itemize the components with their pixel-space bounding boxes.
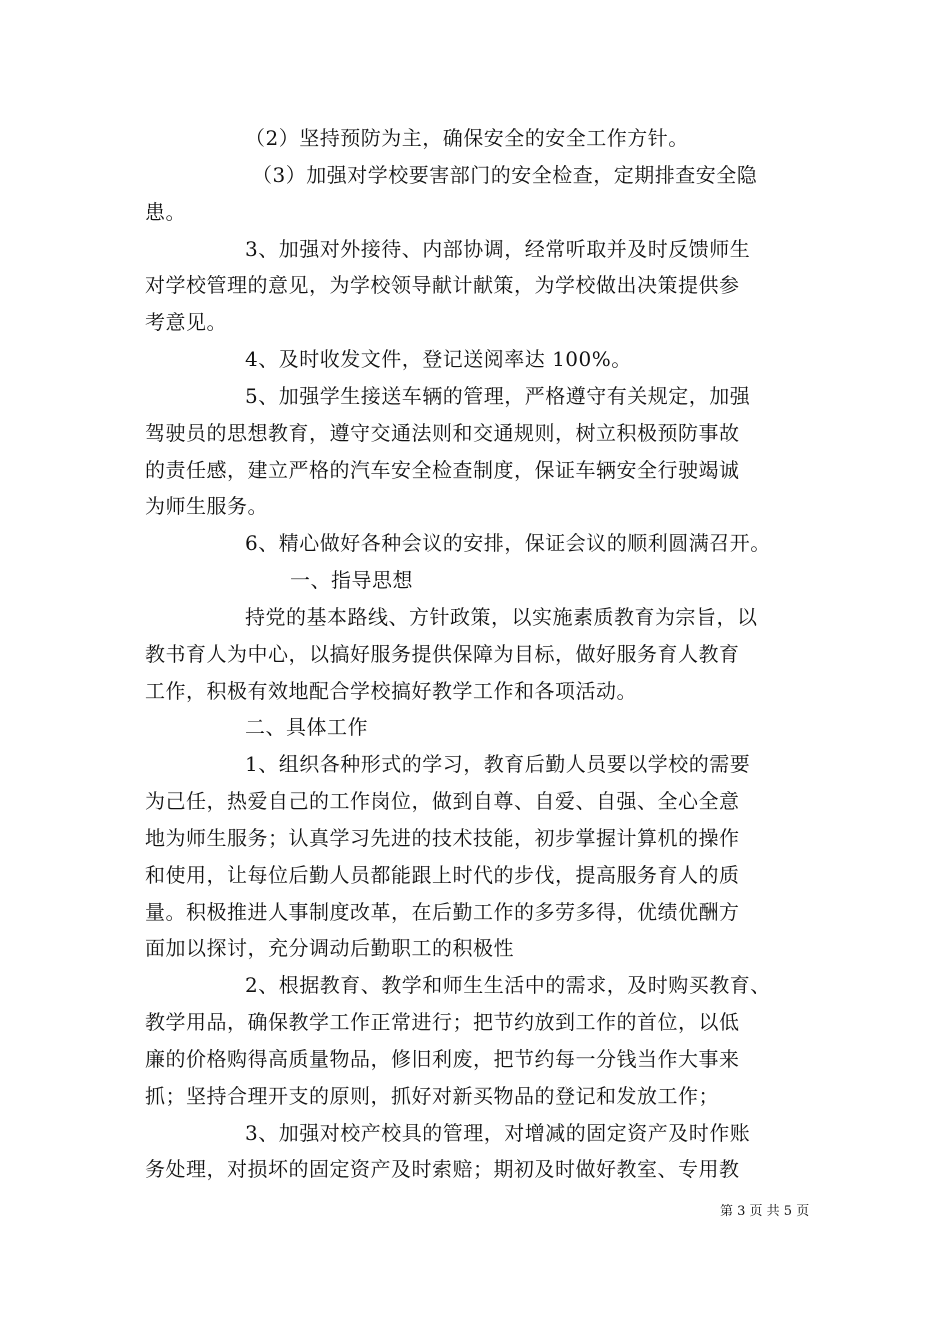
text-line: 3、加强对外接待、内部协调，经常听取并及时反馈师生	[245, 237, 751, 261]
text-line: （3）加强对学校要害部门的安全检查，定期排查安全隐	[252, 163, 758, 187]
text-line: 教书育人为中心，以搞好服务提供保障为目标，做好服务育人教育	[145, 642, 740, 666]
text-line: 抓；坚持合理开支的原则，抓好对新买物品的登记和发放工作；	[145, 1084, 719, 1108]
text-line: 患。	[145, 200, 186, 224]
page-number: 第 3 页 共 5 页	[720, 1204, 810, 1219]
text-line: 务处理，对损坏的固定资产及时索赔；期初及时做好教室、专用教	[145, 1157, 740, 1181]
text-line: 量。积极推进人事制度改革，在后勤工作的多劳多得，优绩优酬方	[145, 900, 740, 924]
text-line: 和使用，让每位后勤人员都能跟上时代的步伐，提高服务育人的质	[145, 863, 740, 887]
text-line: 驾驶员的思想教育，遵守交通法则和交通规则，树立积极预防事故	[145, 421, 740, 445]
text-line: 5、加强学生接送车辆的管理，严格遵守有关规定，加强	[245, 384, 751, 408]
text-line: 的责任感，建立严格的汽车安全检查制度，保证车辆安全行驶竭诚	[145, 458, 740, 482]
text-line: 为己任，热爱自己的工作岗位，做到自尊、自爱、自强、全心全意	[145, 789, 740, 813]
text-line: 3、加强对校产校具的管理，对增减的固定资产及时作账	[245, 1121, 751, 1145]
text-line: 对学校管理的意见，为学校领导献计献策，为学校做出决策提供参	[145, 273, 740, 297]
text-line: 1、组织各种形式的学习，教育后勤人员要以学校的需要	[245, 752, 751, 776]
text-line: 教学用品，确保教学工作正常进行；把节约放到工作的首位，以低	[145, 1010, 740, 1034]
text-line: 4、及时收发文件，登记送阅率达 100%。	[245, 347, 632, 371]
text-line: 6、精心做好各种会议的安排，保证会议的顺利圆满召开。	[245, 531, 771, 555]
section-heading: 一、指导思想	[290, 568, 413, 592]
section-heading: 二、具体工作	[245, 715, 368, 739]
text-line: 考意见。	[145, 310, 227, 334]
text-line: 工作，积极有效地配合学校搞好教学工作和各项活动。	[145, 679, 637, 703]
text-line: 持党的基本路线、方针政策，以实施素质教育为宗旨，以	[245, 605, 758, 629]
text-line: 为师生服务。	[145, 494, 268, 518]
text-line: 地为师生服务；认真学习先进的技术技能，初步掌握计算机的操作	[145, 826, 740, 850]
text-line: 面加以探讨，充分调动后勤职工的积极性	[145, 936, 514, 960]
text-line: 廉的价格购得高质量物品，修旧利废，把节约每一分钱当作大事来	[145, 1047, 740, 1071]
text-line: （2）坚持预防为主，确保安全的安全工作方针。	[245, 126, 689, 150]
text-line: 2、根据教育、教学和师生生活中的需求，及时购买教育、	[245, 973, 771, 997]
